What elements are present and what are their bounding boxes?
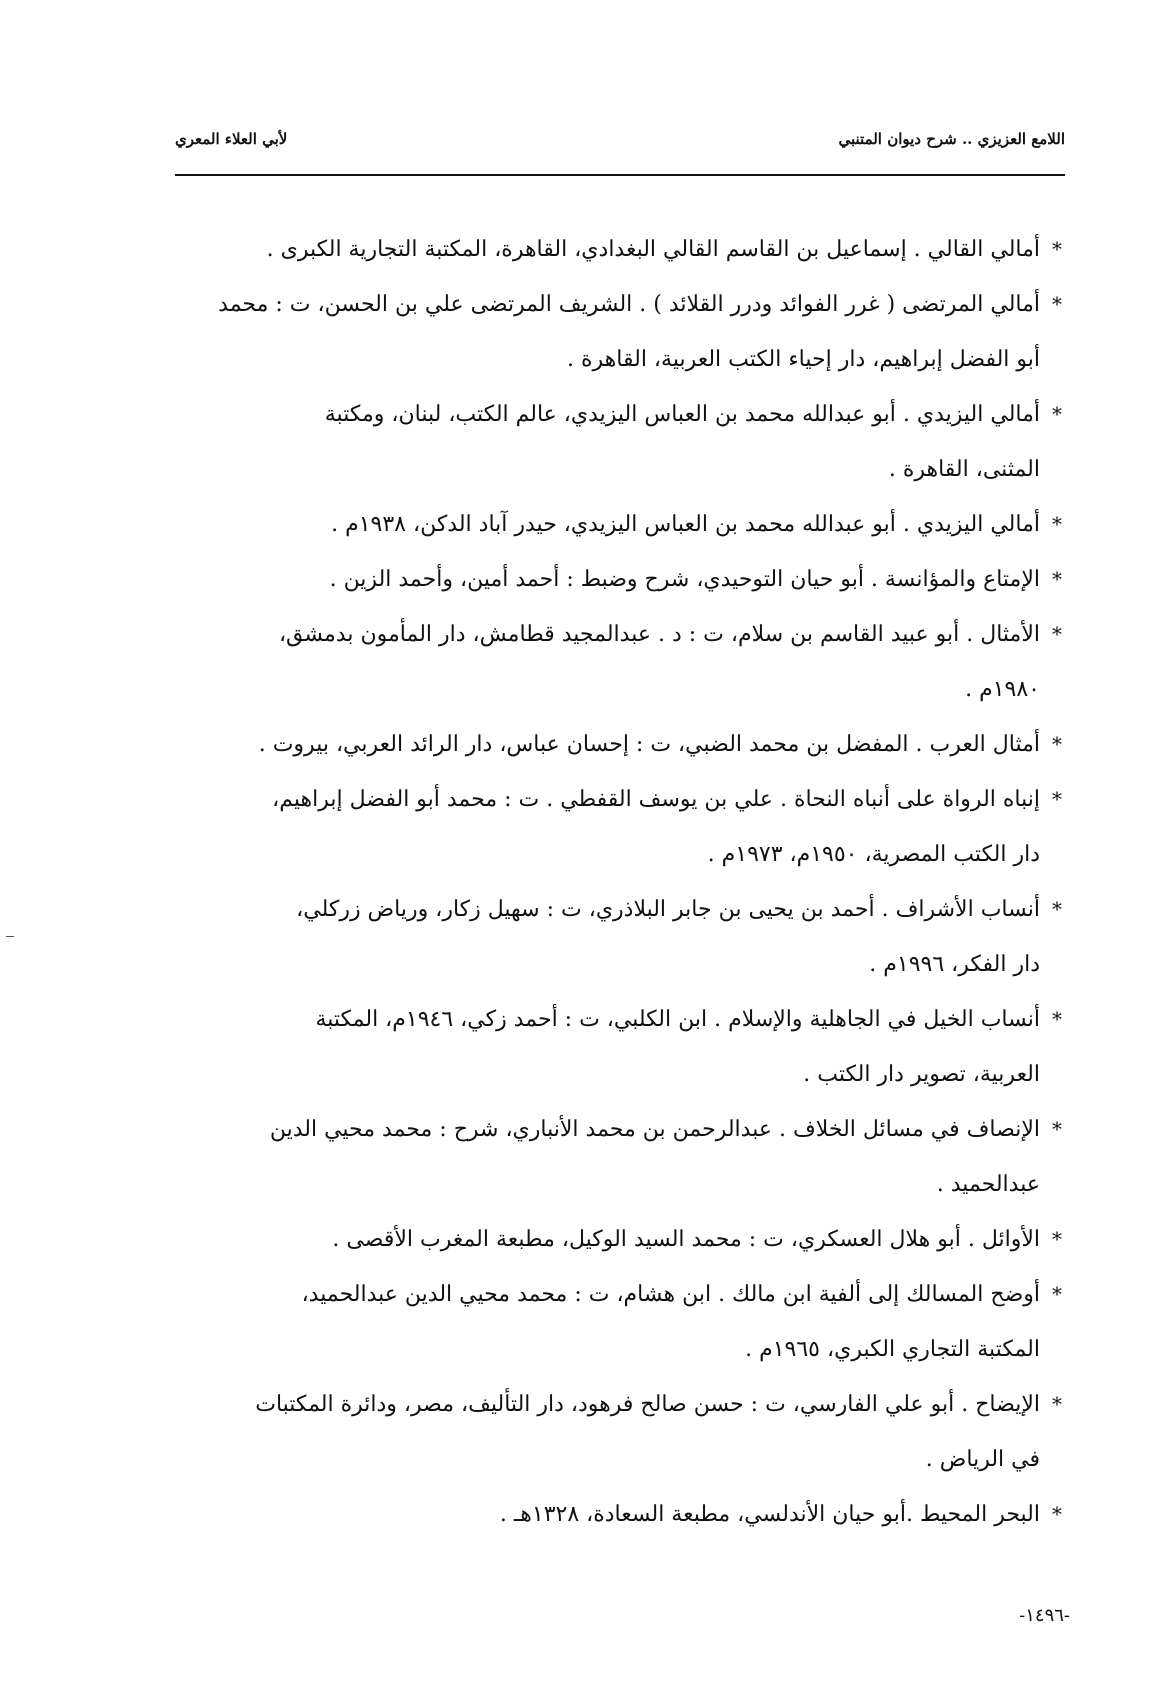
bibliography-list: [182, 222, 1062, 1542]
bibliography-entry: [182, 1377, 1062, 1487]
entry-line-1: الإنصاف في مسائل الخلاف . عبدالرحمن بن محمد الأنباري، شرح : محمد محيي الدين: [269, 1117, 1040, 1142]
bibliography-entry: [182, 882, 1062, 992]
entry-line-1: أوضح المسالك إلى ألفية ابن مالك . ابن هشام، ت : محمد محيي الدين عبدالحميد،: [301, 1282, 1040, 1307]
entry-line-1: الإيضاح . أبو علي الفارسي، ت : حسن صالح فرهود، دار التأليف، مصر، ودائرة المكتبات: [255, 1392, 1040, 1417]
entry-line-1: إنباه الرواة على أنباه النحاة . علي بن يوسف القفطي . ت : محمد أبو الفضل إبراهيم،: [272, 787, 1040, 812]
bullet-star-icon: *: [1052, 1227, 1062, 1251]
bullet-star-icon: *: [1052, 292, 1062, 316]
entry-line-1: أمالي اليزيدي . أبو عبدالله محمد بن العباس اليزيدي، حيدر آباد الدكن، ١٩٣٨م .: [331, 512, 1040, 537]
bullet-star-icon: *: [1052, 787, 1062, 811]
bibliography-entry: [182, 992, 1062, 1102]
bibliography-entry: [182, 1212, 1062, 1267]
entry-line-2: المكتبة التجاري الكبري، ١٩٦٥م .: [745, 1337, 1040, 1362]
margin-mark: [6, 936, 14, 937]
bullet-star-icon: *: [1052, 512, 1062, 536]
entry-line-1: الأمثال . أبو عبيد القاسم بن سلام، ت : د . عبدالمجيد قطامش، دار المأمون بدمشق،: [278, 622, 1040, 647]
bibliography-entry: [182, 387, 1062, 497]
bibliography-entry: [182, 772, 1062, 882]
entry-line-1: أمالي اليزيدي . أبو عبدالله محمد بن العباس اليزيدي، عالم الكتب، لبنان، ومكتبة: [324, 402, 1040, 427]
bullet-star-icon: *: [1052, 567, 1062, 591]
running-header: [175, 130, 1065, 160]
bullet-star-icon: *: [1052, 1502, 1062, 1526]
bibliography-entry: [182, 717, 1062, 772]
bibliography-entry: [182, 1267, 1062, 1377]
bibliography-entry: [182, 222, 1062, 277]
bibliography-entry: [182, 1102, 1062, 1212]
bullet-star-icon: *: [1052, 622, 1062, 646]
entry-line-2: دار الكتب المصرية، ١٩٥٠م، ١٩٧٣م .: [707, 842, 1040, 867]
bibliography-entry: [182, 607, 1062, 717]
bibliography-entry: [182, 1487, 1062, 1542]
bullet-star-icon: *: [1052, 1282, 1062, 1306]
bibliography-entry: [182, 497, 1062, 552]
bullet-star-icon: *: [1052, 1117, 1062, 1141]
book-title: اللامع العزيزي .. شرح ديوان المتنبي: [838, 130, 1065, 148]
entry-line-1: أمالي القالي . إسماعيل بن القاسم القالي البغدادي، القاهرة، المكتبة التجارية الكبرى .: [266, 237, 1040, 262]
entry-line-2: أبو الفضل إبراهيم، دار إحياء الكتب العربية، القاهرة .: [567, 347, 1040, 372]
author-name: لأبي العلاء المعري: [175, 130, 288, 148]
entry-line-1: أنساب الأشراف . أحمد بن يحيى بن جابر البلاذري، ت : سهيل زكار، ورياض زركلي،: [296, 897, 1040, 922]
page-number: -١٤٩٦-: [1019, 1605, 1070, 1626]
entry-line-2: ١٩٨٠م .: [965, 677, 1040, 702]
bullet-star-icon: *: [1052, 897, 1062, 921]
entry-line-2: العربية، تصوير دار الكتب .: [803, 1062, 1040, 1087]
entry-line-1: الإمتاع والمؤانسة . أبو حيان التوحيدي، شرح وضبط : أحمد أمين، وأحمد الزين .: [329, 567, 1040, 592]
bullet-star-icon: *: [1052, 237, 1062, 261]
bullet-star-icon: *: [1052, 732, 1062, 756]
entry-line-2: دار الفكر، ١٩٩٦م .: [869, 952, 1040, 977]
bullet-star-icon: *: [1052, 1392, 1062, 1416]
header-divider: [175, 174, 1065, 176]
entry-line-1: أمالي المرتضى ( غرر الفوائد ودرر القلائد ) . الشريف المرتضى علي بن الحسن، ت : محمد: [218, 292, 1040, 317]
entry-line-2: المثنى، القاهرة .: [888, 457, 1040, 482]
entry-line-2: في الرياض .: [925, 1447, 1040, 1472]
bullet-star-icon: *: [1052, 1007, 1062, 1031]
entry-line-1: الأوائل . أبو هلال العسكري، ت : محمد السيد الوكيل، مطبعة المغرب الأقصى .: [332, 1227, 1040, 1252]
entry-line-2: عبدالحميد .: [936, 1172, 1040, 1197]
entry-line-1: أمثال العرب . المفضل بن محمد الضبي، ت : إحسان عباس، دار الرائد العربي، بيروت .: [258, 732, 1040, 757]
bibliography-entry: [182, 277, 1062, 387]
bibliography-entry: [182, 552, 1062, 607]
entry-line-1: أنساب الخيل في الجاهلية والإسلام . ابن الكلبي، ت : أحمد زكي، ١٩٤٦م، المكتبة: [315, 1007, 1040, 1032]
entry-line-1: البحر المحيط .أبو حيان الأندلسي، مطبعة السعادة، ١٣٢٨هـ .: [499, 1502, 1040, 1527]
bullet-star-icon: *: [1052, 402, 1062, 426]
